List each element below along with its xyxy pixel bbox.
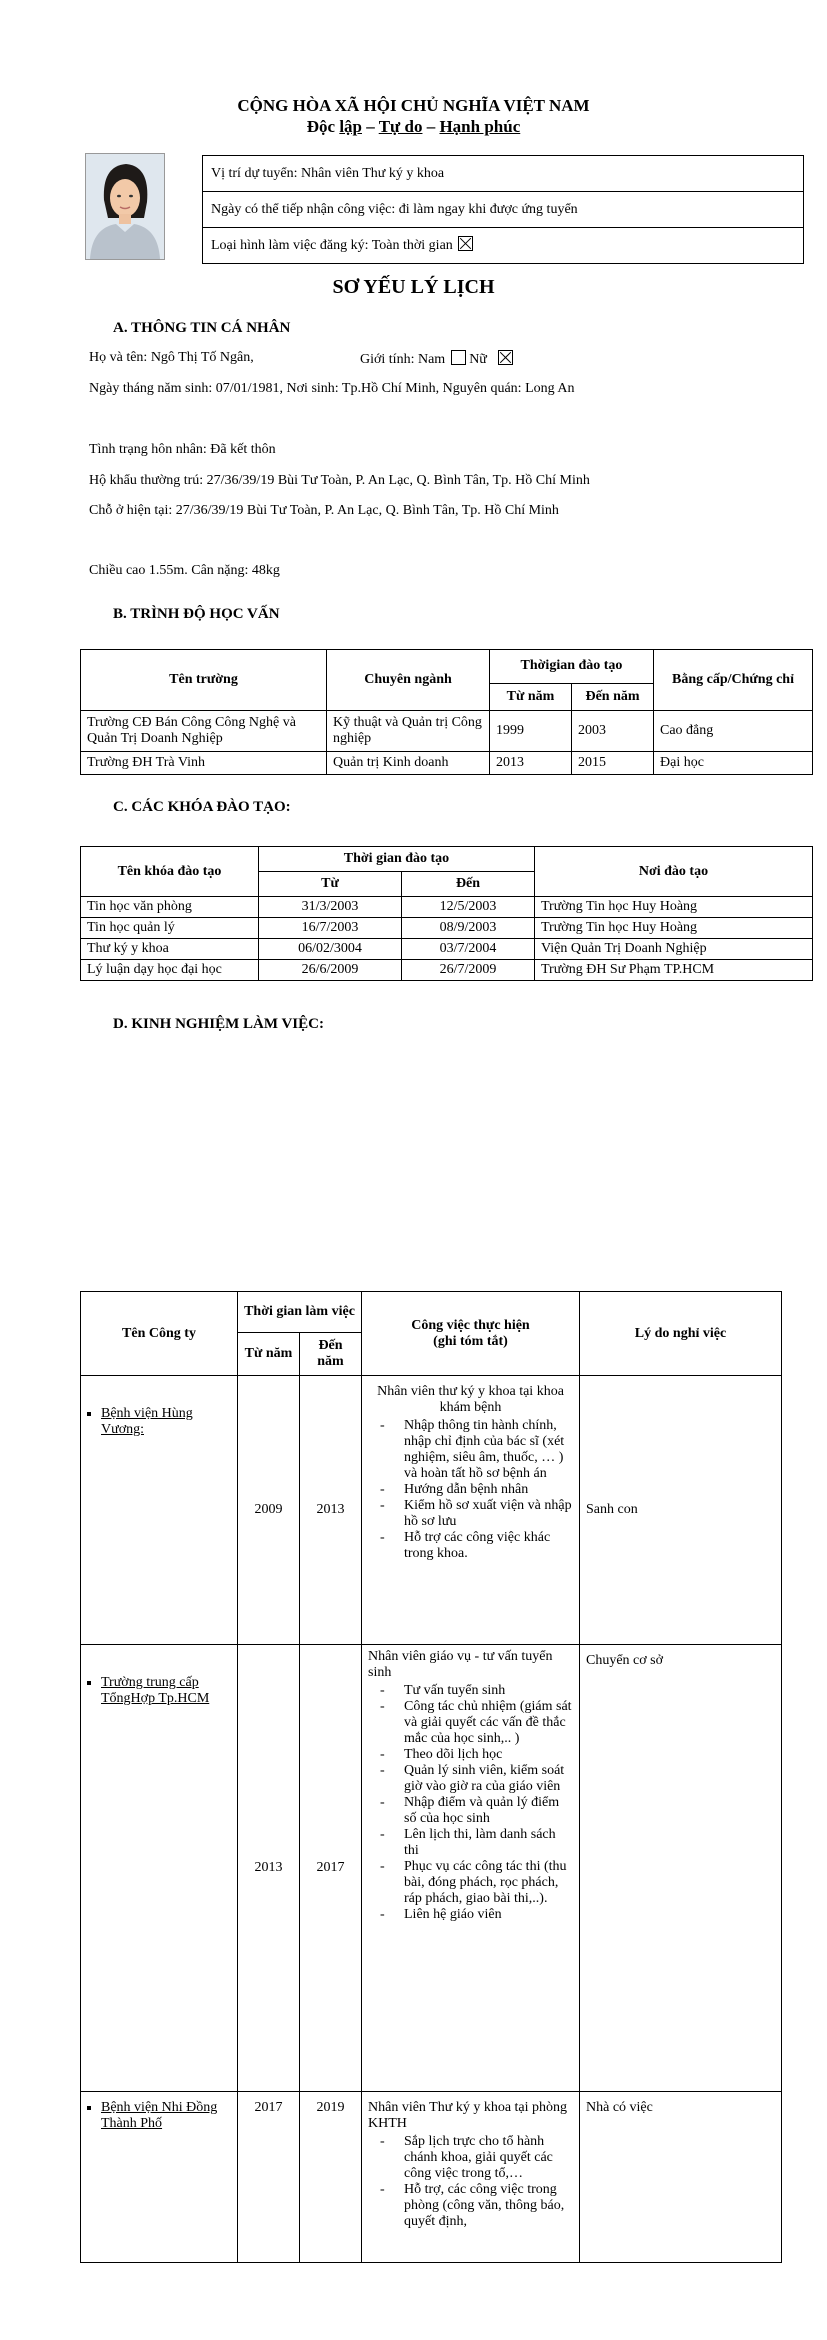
table-row xyxy=(81,1376,782,1645)
cell-major: Kỹ thuật và Quản trị Công nghiệp xyxy=(327,711,490,752)
experience-table xyxy=(80,1291,782,2263)
table-row xyxy=(81,939,813,960)
physical-line: Chiều cao 1.55m. Cân nặng: 48kg xyxy=(89,563,280,578)
task-item: - Sắp lịch trực cho tổ hành chánh khoa, giải quyết các công việc trong tổ,… xyxy=(404,2134,573,2182)
task-item: - Hỗ trợ các công việc khác trong khoa. xyxy=(404,1530,573,1562)
task-item: - Quản lý sinh viên, kiểm soát giờ vào giờ ra của giáo viên xyxy=(404,1763,573,1795)
marital-line: Tình trạng hôn nhân: Đã kết thôn xyxy=(89,442,276,457)
cell-company xyxy=(81,1376,238,1645)
company-name: ▪ Bệnh viện Nhi Đồng Thành Phố xyxy=(101,2100,231,2132)
cell-to: 2019 xyxy=(300,2092,362,2263)
task-item: - Nhập thông tin hành chính, nhập chỉ định của bác sĩ (xét nghiệm, siêu âm, thuốc, … ) và hoàn tất hồ sơ bệnh án xyxy=(404,1418,573,1482)
section-personal-heading: A. THÔNG TIN CÁ NHÂN xyxy=(113,320,291,336)
registered-address-line: Hộ khẩu thường trú: 27/36/39/19 Bùi Tư Toàn, P. An Lạc, Q. Bình Tân, Tp. Hồ Chí Minh xyxy=(89,473,590,488)
table-header-row xyxy=(81,847,813,872)
col-reason: Lý do nghỉ việc xyxy=(580,1292,782,1376)
checkbox-female-checked-icon[interactable] xyxy=(498,350,513,365)
cell-reason: Nhà có việc xyxy=(580,2092,782,2263)
national-title: CỘNG HÒA XÃ HỘI CHỦ NGHĨA VIỆT NAM xyxy=(237,96,590,115)
table-row xyxy=(81,711,813,752)
checkbox-male-icon[interactable] xyxy=(451,350,466,365)
col-degree: Bằng cấp/Chứng chỉ xyxy=(654,650,813,711)
work-type-line xyxy=(203,228,803,263)
document-title: SƠ YẾU LÝ LỊCH xyxy=(332,276,495,298)
position-line: Vị trí dự tuyển: Nhân viên Thư ký y khoa xyxy=(203,156,803,192)
cell-from: 2009 xyxy=(238,1376,300,1645)
task-item: - Tư vấn tuyển sinh xyxy=(404,1683,573,1699)
cell-from: 31/3/2003 xyxy=(259,897,402,918)
work-title: Nhân viên thư ký y khoa tại khoa khám bệnh xyxy=(377,1384,564,1415)
cell-work xyxy=(362,1645,580,2092)
cell-course: Tin học quản lý xyxy=(81,918,259,939)
col-place: Nơi đào tạo xyxy=(535,847,813,897)
table-header-row xyxy=(81,1292,782,1333)
col-from: Từ xyxy=(259,872,402,897)
cell-from: 06/02/3004 xyxy=(259,939,402,960)
portrait-icon xyxy=(86,154,164,259)
col-to: Đến xyxy=(402,872,535,897)
current-address-line: Chỗ ở hiện tại: 27/36/39/19 Bùi Tư Toàn, P. An Lạc, Q. Bình Tân, Tp. Hồ Chí Minh xyxy=(89,503,559,518)
col-major: Chuyên ngành xyxy=(327,650,490,711)
task-item: - Lên lịch thi, làm danh sách thi xyxy=(404,1827,573,1859)
table-row xyxy=(81,752,813,775)
motto-part: – xyxy=(362,117,379,136)
cell-reason: Chuyển cơ sở xyxy=(580,1645,782,2092)
cell-from: 2013 xyxy=(490,752,572,775)
section-education-heading: B. TRÌNH ĐỘ HỌC VẤN xyxy=(113,606,280,622)
table-row xyxy=(81,960,813,981)
cell-place: Trường Tin học Huy Hoàng xyxy=(535,897,813,918)
cell-to: 26/7/2009 xyxy=(402,960,535,981)
work-title: Nhân viên Thư ký y khoa tại phòng KHTH xyxy=(368,2100,568,2131)
table-row xyxy=(81,1645,782,2092)
cell-reason: Sanh con xyxy=(580,1376,782,1645)
cell-to: 03/7/2004 xyxy=(402,939,535,960)
gender-female-label: Nữ xyxy=(469,352,487,367)
gender-line xyxy=(360,350,513,368)
cell-course: Tin học văn phòng xyxy=(81,897,259,918)
cell-work xyxy=(362,1376,580,1645)
col-from: Từ năm xyxy=(238,1333,300,1376)
section-experience-heading: D. KINH NGHIỆM LÀM VIỆC: xyxy=(113,1016,324,1032)
col-course: Tên khóa đào tạo xyxy=(81,847,259,897)
cell-course: Thư ký y khoa xyxy=(81,939,259,960)
col-school: Tên trường xyxy=(81,650,327,711)
cell-from: 16/7/2003 xyxy=(259,918,402,939)
cell-company xyxy=(81,2092,238,2263)
task-item: - Phục vụ các công tác thi (thu bài, đóng phách, rọc phách, ráp phách, giao bài thi,..). xyxy=(404,1859,573,1907)
col-from: Từ năm xyxy=(490,683,572,710)
start-date-line: Ngày có thể tiếp nhận công việc: đi làm ngay khi được ứng tuyển xyxy=(203,192,803,228)
cell-work xyxy=(362,2092,580,2263)
motto-part: Hạnh phúc xyxy=(439,117,521,136)
col-work-title: Công việc thực hiện xyxy=(411,1317,530,1333)
cell-to: 08/9/2003 xyxy=(402,918,535,939)
cell-place: Trường ĐH Sư Phạm TP.HCM xyxy=(535,960,813,981)
cell-to: 2013 xyxy=(300,1376,362,1645)
table-row xyxy=(81,2092,782,2263)
cell-school: Trường ĐH Trà Vinh xyxy=(81,752,327,775)
cell-to: 2003 xyxy=(572,711,654,752)
cell-from: 1999 xyxy=(490,711,572,752)
gender-label: Giới tính: Nam xyxy=(360,352,446,367)
task-item: - Công tác chủ nhiệm (giám sát và giải quyết các vấn đề thắc mắc của học sinh,.. ) xyxy=(404,1699,573,1747)
cell-company xyxy=(81,1645,238,2092)
task-item: - Hỗ trợ, các công việc trong phòng (công văn, thông báo, quyết định, xyxy=(404,2182,573,2230)
work-title: Nhân viên giáo vụ - tư vấn tuyển sinh xyxy=(368,1649,553,1680)
section-training-heading: C. CÁC KHÓA ĐÀO TẠO: xyxy=(113,799,291,815)
col-period: Thời gian đào tạo xyxy=(259,847,535,872)
col-period: Thờigian đào tạo xyxy=(490,650,654,684)
work-type-text: Loại hình làm việc đăng ký: Toàn thời gian xyxy=(211,238,453,253)
company-name: ▪ Trường trung cấp TổngHợp Tp.HCM xyxy=(101,1675,231,1707)
table-row xyxy=(81,897,813,918)
applicant-photo xyxy=(85,153,165,260)
col-to: Đến năm xyxy=(572,683,654,710)
cell-school: Trường CĐ Bán Công Công Nghệ và Quản Trị Doanh Nghiệp xyxy=(81,711,327,752)
table-row xyxy=(81,918,813,939)
col-work-sub: (ghi tóm tắt) xyxy=(433,1333,508,1349)
col-work xyxy=(362,1292,580,1376)
cell-major: Quản trị Kinh doanh xyxy=(327,752,490,775)
motto-part: Tự do xyxy=(378,117,423,136)
task-item: - Liên hệ giáo viên xyxy=(404,1907,573,1923)
cell-to: 2015 xyxy=(572,752,654,775)
cell-course: Lý luận dạy học đại học xyxy=(81,960,259,981)
motto-part: – xyxy=(422,117,440,136)
task-item: - Nhập điểm và quản lý điểm số của học sinh xyxy=(404,1795,573,1827)
cell-to: 2017 xyxy=(300,1645,362,2092)
birth-line: Ngày tháng năm sinh: 07/01/1981, Nơi sinh: Tp.Hồ Chí Minh, Nguyên quán: Long An xyxy=(89,381,575,396)
motto-part: Độc xyxy=(306,117,340,136)
col-period: Thời gian làm việc xyxy=(238,1292,362,1333)
col-company: Tên Công ty xyxy=(81,1292,238,1376)
cell-degree: Cao đẳng xyxy=(654,711,813,752)
cell-to: 12/5/2003 xyxy=(402,897,535,918)
cell-from: 2013 xyxy=(238,1645,300,2092)
cell-degree: Đại học xyxy=(654,752,813,775)
task-item: - Kiểm hồ sơ xuất viện và nhập hồ sơ lưu xyxy=(404,1498,573,1530)
application-info-box xyxy=(202,155,804,264)
cell-from: 2017 xyxy=(238,2092,300,2263)
col-to: Đến năm xyxy=(300,1333,362,1376)
national-motto xyxy=(0,117,827,137)
task-item: - Hướng dẫn bệnh nhân xyxy=(404,1482,573,1498)
motto-part: lập xyxy=(339,117,362,136)
training-table xyxy=(80,846,813,981)
education-table xyxy=(80,649,813,775)
checkbox-checked-icon[interactable] xyxy=(458,236,473,251)
company-name: ▪ Bệnh viện Hùng Vương: xyxy=(101,1406,231,1438)
task-item: - Theo dõi lịch học xyxy=(404,1747,573,1763)
name-line: Họ và tên: Ngô Thị Tố Ngân, xyxy=(89,350,254,365)
cell-place: Viện Quản Trị Doanh Nghiệp xyxy=(535,939,813,960)
cell-place: Trường Tin học Huy Hoàng xyxy=(535,918,813,939)
cell-from: 26/6/2009 xyxy=(259,960,402,981)
table-header-row xyxy=(81,650,813,684)
